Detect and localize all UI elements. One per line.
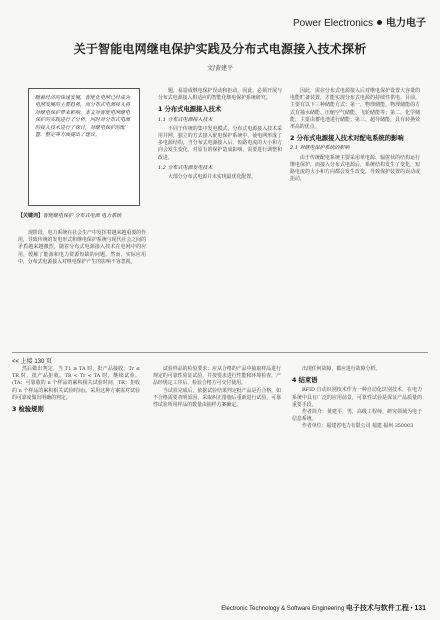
bottom-column-3 [292, 366, 422, 431]
paragraph: 当试验完成后，依据试验结果判定批产品是否合格，如不合格需要查明原因，采取纠正措施后重新进行试验。可靠性试验所用样品的数量由抽样方案确定。 [153, 387, 281, 409]
subsection-heading: 2.1 对继电保护系统的影响 [290, 145, 350, 152]
bottom-column-2 [153, 366, 281, 409]
journal-en: Electronic Technology & Software Engineering [221, 606, 345, 612]
column-2 [158, 88, 282, 181]
brand-cn: 电力电子 [386, 18, 426, 29]
page-footer [0, 603, 440, 615]
subsection-heading: 1.1 分布式电源接入技术 [158, 116, 213, 123]
continued-label: << 上接 130 页 [12, 359, 53, 365]
section-heading: 4 结束语 [292, 377, 318, 385]
paragraph: 试验样品的检验要求：应从合格的产品中抽取样品进行规定的可靠性验证试验，并按要求进行性能和环境检查，产品经规定工序后，检验合格方可交付使用。 [153, 366, 281, 387]
column-3 [290, 88, 420, 183]
article-author: 文/黄建平 [206, 65, 234, 72]
abstract-box [28, 88, 140, 206]
subsection-heading: 1.2 分布式电源发电技术 [158, 164, 213, 171]
column-1 [18, 230, 146, 266]
paragraph: 现阶段，电力系统在社会生产中发挥着越来越重要的作用，导致传统的发电形式和继电保护系统与现代社会之间的矛盾越来越激烈，随着分布式电源接入技术在电网中的应用，缓解了能源和电力资源短缺的问题。然而，实际应用中，分布式电源接入对继电保护产生的影响不容忽视。 [18, 230, 146, 265]
keywords [18, 213, 144, 220]
abstract-text: 随着经济的快速发展，智能化电网已经成为电网发展的主要趋势，而分布式电源接入将对继电保护带来影响。本文对智能电网继电保护的实践进行了分析，同时对分布式电源的接入技术进行了探讨，对继电保护的配置、整定等方面提出了建议。 [35, 95, 131, 139]
paragraph: 然后做出判定，当 T1 ≥ TA 时，批产品接收，Tr ≤ TR 时，批产品拒收。TR < Tr < TA 时，继续试验。(TA：可靠收的 n 个样品的累积相关试验时间，TR：拒收的 n 个样品的累积相关试验时间)。采用这种方案需对试验的可靠度做出明确的判定。 [12, 366, 140, 401]
bullet-separator: • [410, 606, 415, 612]
journal-info [221, 603, 426, 613]
brand-en: Power Electronics [292, 18, 373, 29]
article-title: 关于智能电网继电保护实践及分布式电源接入技术探析 [73, 42, 367, 56]
paragraph: RFID 自动识别技术作为一种自动化识别技术，在电力系统中具有广泛的应用前景，可靠性试验是保证产品质量的重要手段。 [292, 387, 422, 408]
section-heading: 3 检验规则 [12, 406, 44, 414]
paragraph: 不同于传统的集中发电模式，分布式电源接入技术采用并网，独立的方式接入配电保护系统中，使电网形成了多电源结构，当分布式电源接入后，短路电流的大小和方向会发生变化，对原有的保护造成影响，需要进行调整和改进。 [158, 125, 282, 161]
section-heading: 1 分布式电源接入技术 [158, 106, 222, 114]
paragraph: 题，易造成继电保护误动和拒动，因此，必须开展与分布式电源接入相适应的智能化继电保护系统研究。 [158, 88, 282, 102]
paragraph: 因此，需在分布式电源接入后对继电保护设置大容量的电能贮备装置，才能实现分布式电源的持续性供电。目前，主要有以下三种储能方式：第一，物理储能，物理储能的方式有抽水储能、压缩空气储能、飞轮储能等；第二，化学储能，主要由蓄电池进行储能；第三，超导储能，具有转换效率高的优点。 [290, 88, 420, 131]
keywords-label: 【关键词】 [18, 213, 44, 219]
bullet-icon [377, 20, 382, 25]
header-brand [293, 14, 426, 29]
paragraph: 作者简介：黄建平，男，高级工程师，研究领域为电子信息系统。 [292, 409, 422, 423]
page-number: 131 [414, 605, 426, 612]
paragraph: 由于传统配电系统主要采用单电源、辐射状的结构运行继电保护，而接入分布式电源后，系统结构发生了变化，短路电流的大小和方向都会发生改变，导致保护装置的误动或拒动。 [290, 154, 420, 183]
bottom-column-1 [12, 366, 140, 416]
paragraph: 作者单位：福建省电力有限公司 福建 福州 350003 [302, 423, 414, 430]
journal-cn: 电子技术与软件工程 [345, 605, 409, 612]
section-divider [12, 352, 428, 353]
paragraph: 大部分分布式电源并未实现最优化配置。 [168, 174, 257, 181]
keywords-text: 智能继电保护 分布式电源 电力系统 [43, 213, 122, 219]
section-heading: 2 分布式电源接入技术对配电系统的影响 [290, 135, 404, 143]
paragraph: 出现任何故障，都应进行故障分析。 [302, 366, 381, 372]
